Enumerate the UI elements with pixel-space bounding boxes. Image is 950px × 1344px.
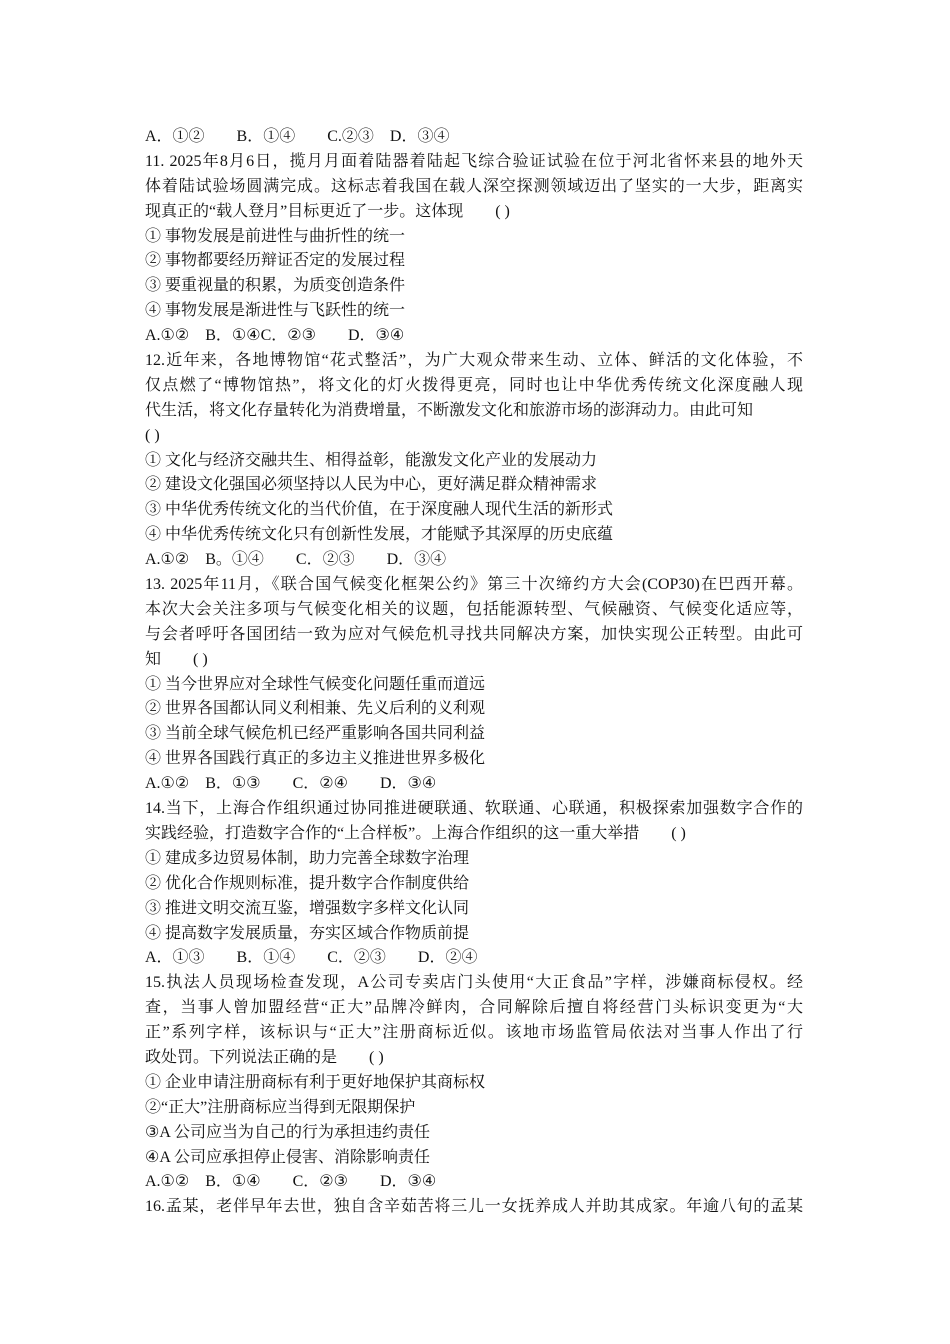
answer-choices: A．①② B．①④ C.②③ D．③④	[145, 128, 450, 145]
question-stem: 政处罚。下列说法正确的是	[145, 1048, 338, 1066]
option-statement: ③ 当前全球气候危机已经严重影响各国共同利益	[145, 725, 486, 743]
option-statement: ① 文化与经济交融共生、相得益彰，能激发文化产业的发展动力	[145, 451, 598, 469]
option-statement: ① 建成多边贸易体制，助力完善全球数字治理	[145, 849, 470, 867]
option-statement: ④A 公司应承担停止侵害、消除影响责任	[145, 1148, 431, 1166]
option-statement: ②“正大”注册商标应当得到无限期保护	[145, 1098, 416, 1116]
question-stem: 12.近年来，各地博物馆“花式整活”，为广大观众带来生动、立体、鲜活的文化体验，不	[145, 352, 803, 370]
option-statement: ④ 中华优秀传统文化只有创新性发展，才能赋予其深厚的历史底蕴	[145, 526, 614, 544]
option-statement: ② 优化合作规则标准，提升数字合作制度供给	[145, 874, 470, 892]
option-statement: ③ 中华优秀传统文化的当代价值，在于深度融人现代生活的新形式	[145, 501, 614, 519]
answer-blank: ( )	[495, 202, 510, 220]
option-statement: ① 企业申请注册商标有利于更好地保护其商标权	[145, 1073, 486, 1091]
question-stem: 代生活，将文化存量转化为消费增量，不断激发文化和旅游市场的澎湃动力。由此可知	[145, 401, 754, 419]
question-16	[145, 1195, 803, 1220]
option-statement: ④ 提高数字发展质量，夯实区域合作物质前提	[145, 924, 470, 942]
question-13	[145, 573, 803, 797]
option-statement: ② 事物都要经历辩证否定的发展过程	[145, 252, 406, 270]
answer-blank: ( )	[145, 426, 160, 444]
question-stem: 现真正的“载人登月”目标更近了一步。这体现	[145, 202, 464, 220]
question-stem: 15.执法人员现场检查发现，A公司专卖店门头使用“大正食品”字样，涉嫌商标侵权。经	[145, 974, 803, 992]
question-stem: 13. 2025年11月，《联合国气候变化框架公约》第三十次缔约方大会(COP30)在巴西开幕。	[145, 576, 803, 594]
option-statement: ③ 要重视量的积累，为质变创造条件	[145, 277, 406, 295]
answer-choices: A.①② B．①④C．②③ D．③④	[145, 327, 405, 345]
answer-choices: A.①② B．①③ C．②④ D．③④	[145, 775, 437, 793]
answer-blank: ( )	[671, 824, 686, 842]
question-15	[145, 971, 803, 1195]
question-stem: 11. 2025年8月6日，揽月月面着陆器着陆起飞综合验证试验在位于河北省怀来县的地外天	[145, 152, 803, 170]
answer-choices: A.①② B。①④ C．②③ D．③④	[145, 551, 447, 569]
question-stem: 正”系列字样，该标识与“正大”注册商标近似。该地市场监管局依法对当事人作出了行	[145, 1024, 803, 1042]
option-statement: ② 建设文化强国必须坚持以人民为中心，更好满足群众精神需求	[145, 476, 598, 494]
question-stem: 本次大会关注多项与气候变化相关的议题，包括能源转型、气候融资、气候变化适应等，	[145, 600, 803, 618]
question-stem: 与会者呼吁各国团结一致为应对气候危机寻找共同解决方案，加快实现公正转型。由此可	[145, 625, 803, 643]
exam-page	[145, 125, 803, 1220]
option-statement: ④ 事物发展是渐进性与飞跃性的统一	[145, 302, 406, 320]
question-14	[145, 797, 803, 971]
question-stem: 查，当事人曾加盟经营“正大”品牌冷鲜肉，合同解除后擅自将经营门头标识变更为“大	[145, 999, 803, 1017]
option-statement: ③ 推进文明交流互鉴，增强数字多样文化认同	[145, 899, 470, 917]
question-12	[145, 349, 803, 573]
answer-choices: A．①③ B．①④ C．②③ D．②④	[145, 949, 478, 967]
question-stem: 仅点燃了“博物馆热”，将文化的灯火拨得更亮，同时也让中华优秀传统文化深度融人现	[145, 376, 803, 394]
question-stem: 实践经验，打造数字合作的“上合样板”。上海合作组织的这一重大举措	[145, 824, 640, 842]
question-stem: 14.当下，上海合作组织通过协同推进硬联通、软联通、心联通，积极探索加强数字合作的	[145, 800, 803, 818]
question-11	[145, 150, 803, 349]
question-stem: 16.孟某，老伴早年去世，独自含辛茹苦将三儿一女抚养成人并助其成家。年逾八旬的孟某	[145, 1198, 803, 1216]
question-stem: 知	[145, 650, 162, 668]
option-statement: ③A 公司应当为自己的行为承担违约责任	[145, 1123, 431, 1141]
option-statement: ① 事物发展是前进性与曲折性的统一	[145, 227, 406, 245]
option-statement: ① 当今世界应对全球性气候变化问题任重而道远	[145, 675, 486, 693]
question-stem: 体着陆试验场圆满完成。这标志着我国在载人深空探测领域迈出了坚实的一大步，距离实	[145, 177, 803, 195]
answer-blank: ( )	[193, 650, 208, 668]
answer-blank: ( )	[369, 1048, 384, 1066]
option-statement: ④ 世界各国践行真正的多边主义推进世界多极化	[145, 750, 486, 768]
option-statement: ② 世界各国都认同义利相兼、先义后利的义利观	[145, 700, 486, 718]
answer-choices: A.①② B．①④ C．②③ D．③④	[145, 1173, 437, 1191]
